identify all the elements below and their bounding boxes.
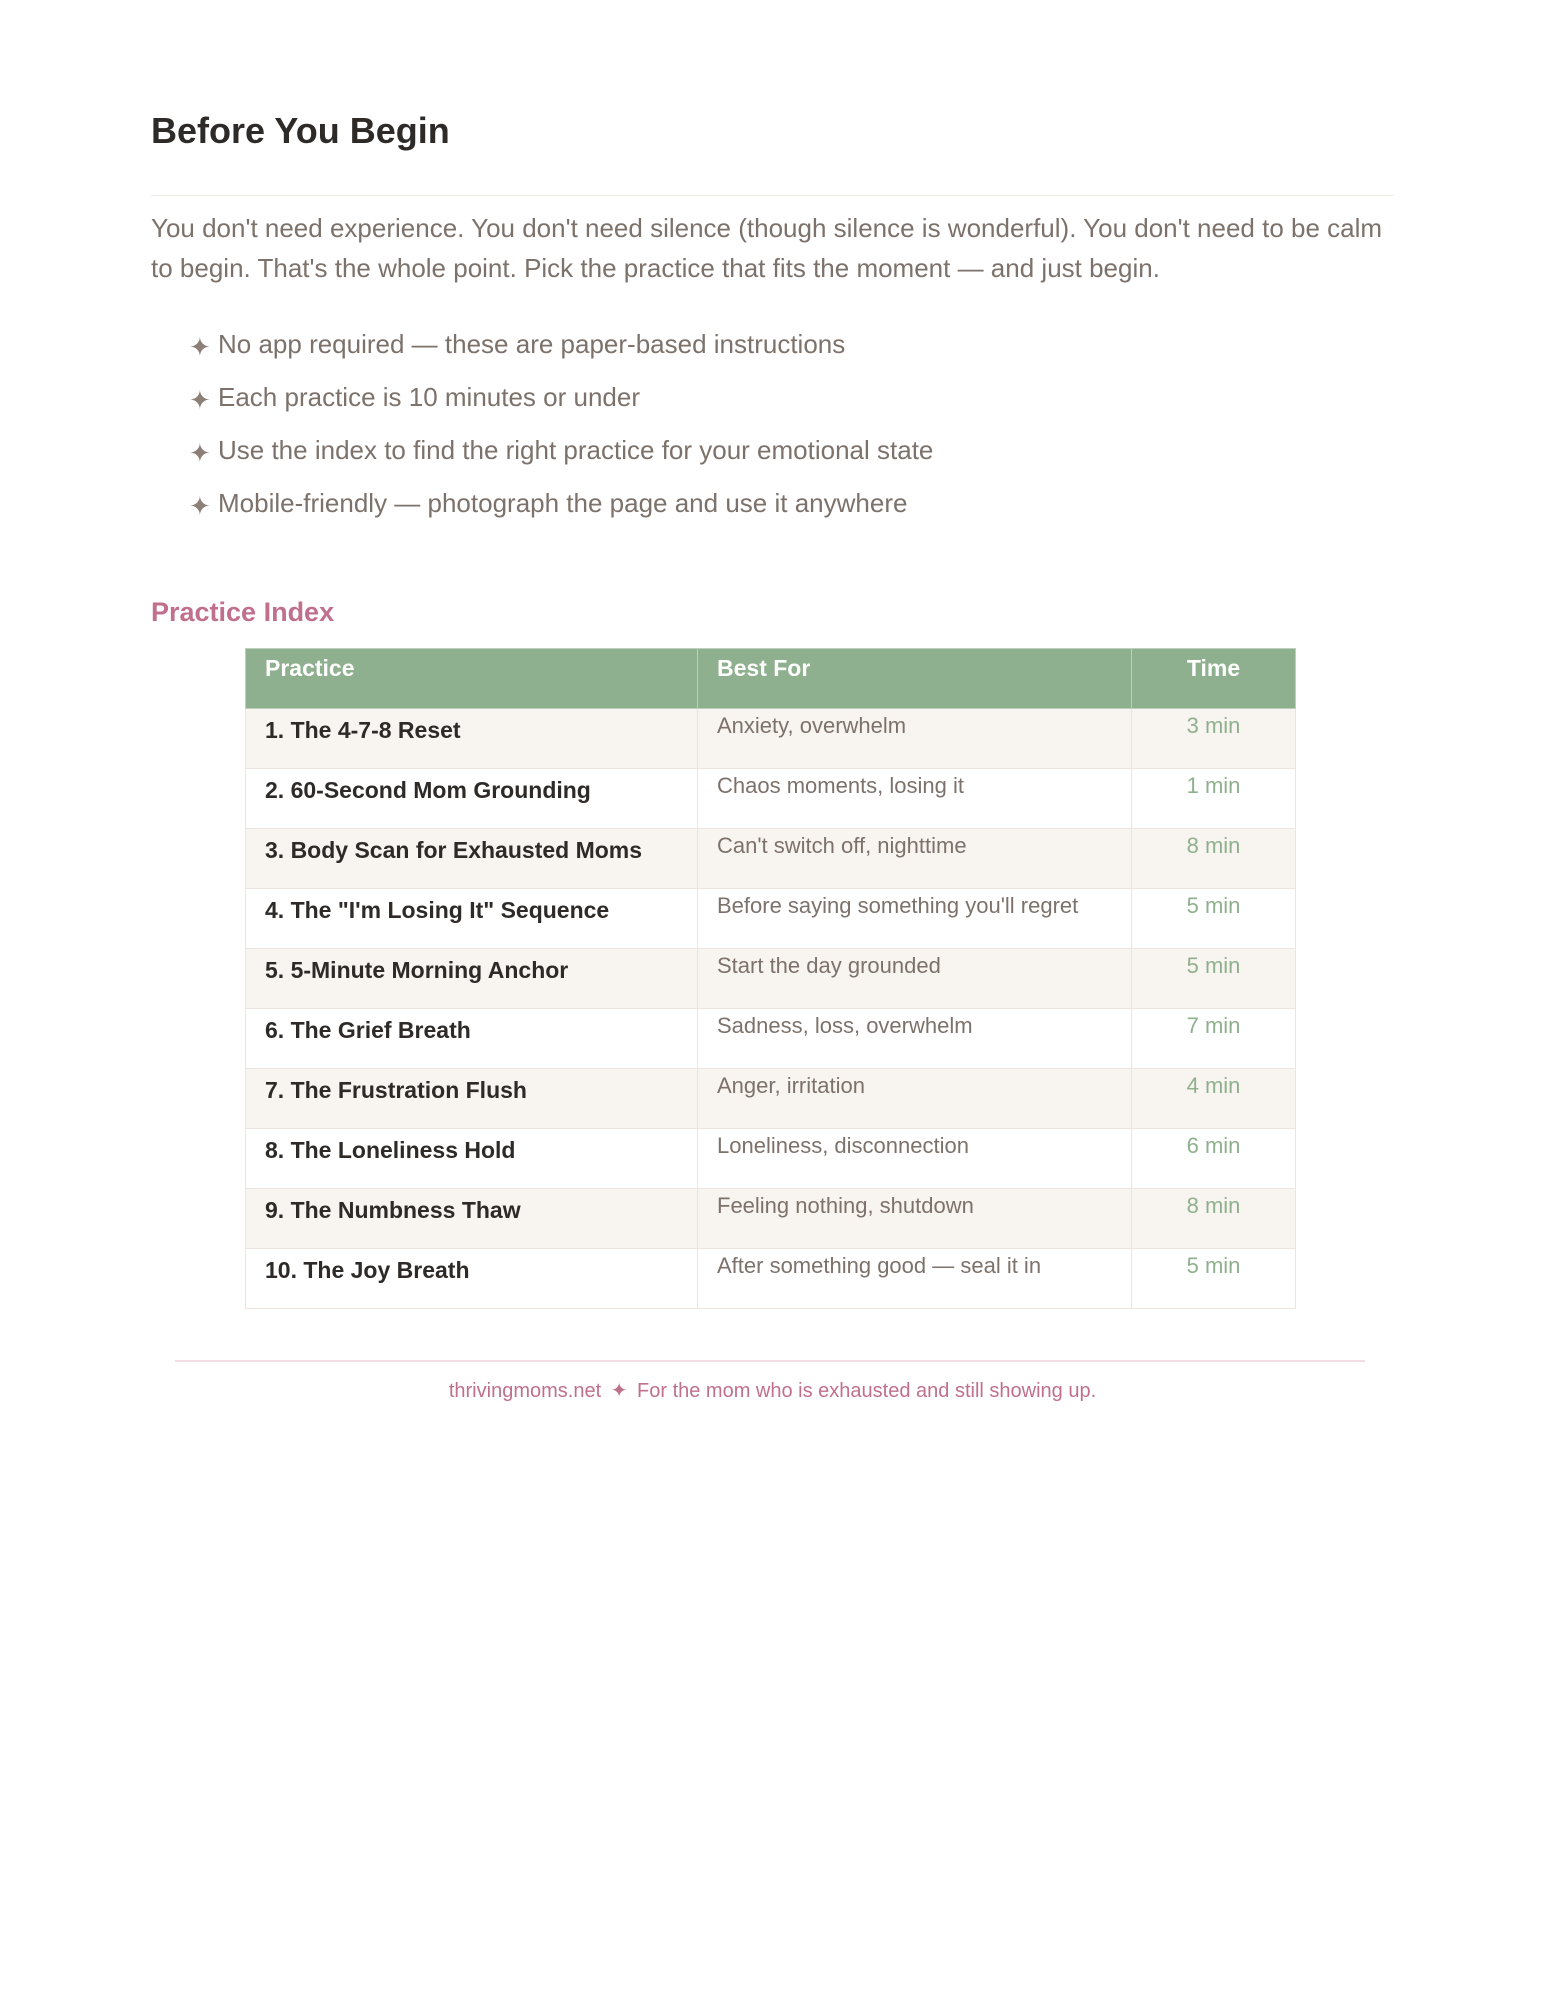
footer [0, 1378, 1545, 1403]
table-row [246, 1129, 1296, 1189]
practice-name: 7. The Frustration Flush [246, 1069, 698, 1129]
practice-name: 5. 5-Minute Morning Anchor [246, 949, 698, 1009]
sparkle-icon: ✦ [189, 332, 211, 362]
table-row [246, 1189, 1296, 1249]
table-row [246, 709, 1296, 769]
table-row [246, 949, 1296, 1009]
intro-paragraph: You don't need experience. You don't need silence (though silence is wonderful). You don't need to be calm to begin. That's the whole point. Pick the practice that fits the moment — and just begin. [151, 213, 1383, 283]
column-header-practice: Practice [246, 649, 698, 709]
list-item-text: No app required — these are paper-based instructions [218, 329, 846, 359]
table-row [246, 829, 1296, 889]
practice-time: 8 min [1132, 829, 1296, 889]
list-item-text: Each practice is 10 minutes or under [218, 382, 640, 412]
column-header-time: Time [1132, 649, 1296, 709]
practice-name: 9. The Numbness Thaw [246, 1189, 698, 1249]
footer-site: thrivingmoms.net [448, 1380, 602, 1402]
title-divider [151, 195, 1394, 196]
table-row [246, 1249, 1296, 1309]
best-for: Chaos moments, losing it [698, 769, 1132, 829]
page-title: Before You Begin [151, 110, 450, 151]
footer-divider [175, 1360, 1365, 1362]
practice-time: 8 min [1132, 1189, 1296, 1249]
tips-list [189, 324, 933, 536]
best-for: Start the day grounded [698, 949, 1132, 1009]
best-for: Feeling nothing, shutdown [698, 1189, 1132, 1249]
list-item-text: Mobile-friendly — photograph the page and use it anywhere [218, 488, 908, 518]
practice-name: 6. The Grief Breath [246, 1009, 698, 1069]
best-for: Before saying something you'll regret [698, 889, 1132, 949]
sparkle-icon: ✦ [189, 385, 211, 415]
practice-time: 5 min [1132, 1249, 1296, 1309]
practice-time: 5 min [1132, 949, 1296, 1009]
best-for: Can't switch off, nighttime [698, 829, 1132, 889]
best-for: After something good — seal it in [698, 1249, 1132, 1309]
practice-name: 3. Body Scan for Exhausted Moms [246, 829, 698, 889]
section-title: Practice Index [151, 597, 335, 627]
practice-name: 1. The 4-7-8 Reset [246, 709, 698, 769]
list-item [189, 430, 933, 483]
practice-time: 1 min [1132, 769, 1296, 829]
list-item-text: Use the index to find the right practice for your emotional state [218, 435, 934, 465]
column-header-best-for: Best For [698, 649, 1132, 709]
best-for: Anxiety, overwhelm [698, 709, 1132, 769]
practice-time: 6 min [1132, 1129, 1296, 1189]
sparkle-icon: ✦ [189, 438, 211, 468]
table-row [246, 889, 1296, 949]
best-for: Sadness, loss, overwhelm [698, 1009, 1132, 1069]
table-row [246, 769, 1296, 829]
list-item [189, 377, 933, 430]
table-row [246, 1009, 1296, 1069]
practice-name: 10. The Joy Breath [246, 1249, 698, 1309]
best-for: Anger, irritation [698, 1069, 1132, 1129]
practice-time: 3 min [1132, 709, 1296, 769]
footer-tagline: For the mom who is exhausted and still showing up. [637, 1380, 1097, 1402]
practice-time: 5 min [1132, 889, 1296, 949]
sparkle-icon: ✦ [189, 491, 211, 521]
list-item [189, 483, 933, 536]
practice-time: 7 min [1132, 1009, 1296, 1069]
table-row [246, 1069, 1296, 1129]
practice-name: 2. 60-Second Mom Grounding [246, 769, 698, 829]
best-for: Loneliness, disconnection [698, 1129, 1132, 1189]
list-item [189, 324, 933, 377]
practice-name: 8. The Loneliness Hold [246, 1129, 698, 1189]
table-header-row [246, 649, 1296, 709]
practice-name: 4. The "I'm Losing It" Sequence [246, 889, 698, 949]
practice-time: 4 min [1132, 1069, 1296, 1129]
sparkle-icon: ✦ [610, 1380, 628, 1402]
practice-index-table [245, 648, 1296, 1309]
